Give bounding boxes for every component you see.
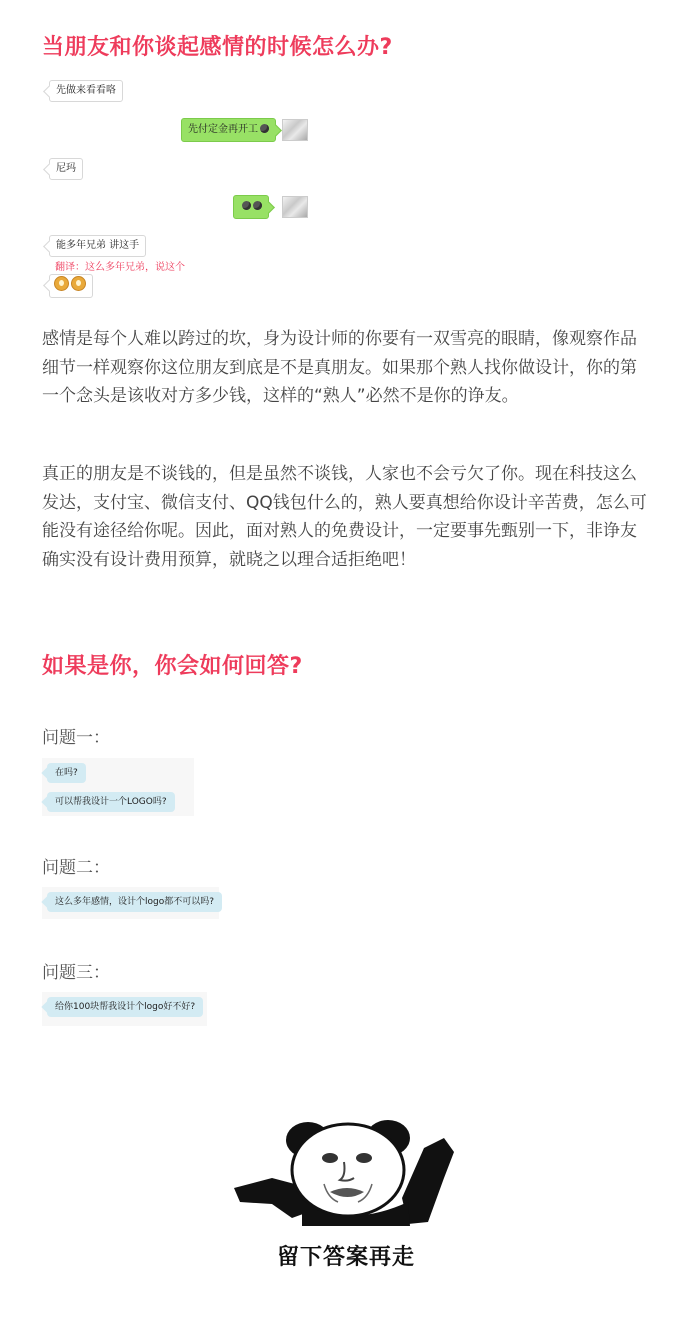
chat-message-left: 能多年兄弟 讲这手: [49, 235, 146, 257]
chat-emoji-message: [49, 274, 93, 298]
paragraph: 感情是每个人难以跨过的坎，身为设计师的你要有一双雪亮的眼睛，像观察作品细节一样观察你这位朋友到底是不是真朋友。如果那个熟人找你做设计，你的第一个念头是该收对方多少钱，这样的“熟人”必然不是你的诤友。: [42, 329, 637, 406]
question-chat-panel: [42, 758, 194, 816]
page-title: 当朋友和你谈起感情的时候怎么办?: [42, 35, 393, 60]
emoji-icon: [260, 124, 269, 133]
emoji-icon: [242, 201, 251, 210]
chat-message-left: 尼玛: [49, 158, 83, 180]
chat-message-text: 先付定金再开工: [188, 124, 258, 135]
chat-emoji-message: [233, 195, 269, 219]
question-message: 在吗?: [47, 763, 86, 783]
question-message: 给你100块帮我设计个logo好不好?: [47, 997, 203, 1017]
translation-note: 翻译：这么多年兄弟，说这个: [55, 262, 185, 273]
question-label: 问题二：: [42, 858, 110, 878]
meme-caption: 留下答案再走: [276, 1245, 415, 1270]
question-label: 问题三：: [42, 963, 110, 983]
coin-emoji-icon: [54, 276, 69, 291]
avatar: [282, 119, 308, 141]
emoji-icon: [253, 201, 262, 210]
question-chat-panel: [42, 887, 219, 919]
chat-message-left: 先做来看看咯: [49, 80, 123, 102]
chat-message-right: [181, 118, 276, 142]
paragraph: 真正的朋友是不谈钱的，但是虽然不谈钱，人家也不会亏欠了你。现在科技这么发达，支付宝、微信支付、QQ钱包什么的，熟人要真想给你设计辛苦费，怎么可能没有途径给你呢。因此，面对熟人的免费设计，一定要事先甄别一下，非诤友确实没有设计费用预算，就晓之以理合适拒绝吧！: [42, 464, 647, 570]
section-title: 如果是你，你会如何回答?: [42, 654, 303, 679]
question-message: 可以帮我设计一个LOGO吗?: [47, 792, 175, 812]
panda-meme-image: [232, 1118, 462, 1236]
question-chat-panel: [42, 992, 207, 1026]
question-label: 问题一：: [42, 728, 110, 748]
coin-emoji-icon: [71, 276, 86, 291]
question-message: 这么多年感情，设计个logo都不可以吗?: [47, 892, 222, 912]
avatar: [282, 196, 308, 218]
